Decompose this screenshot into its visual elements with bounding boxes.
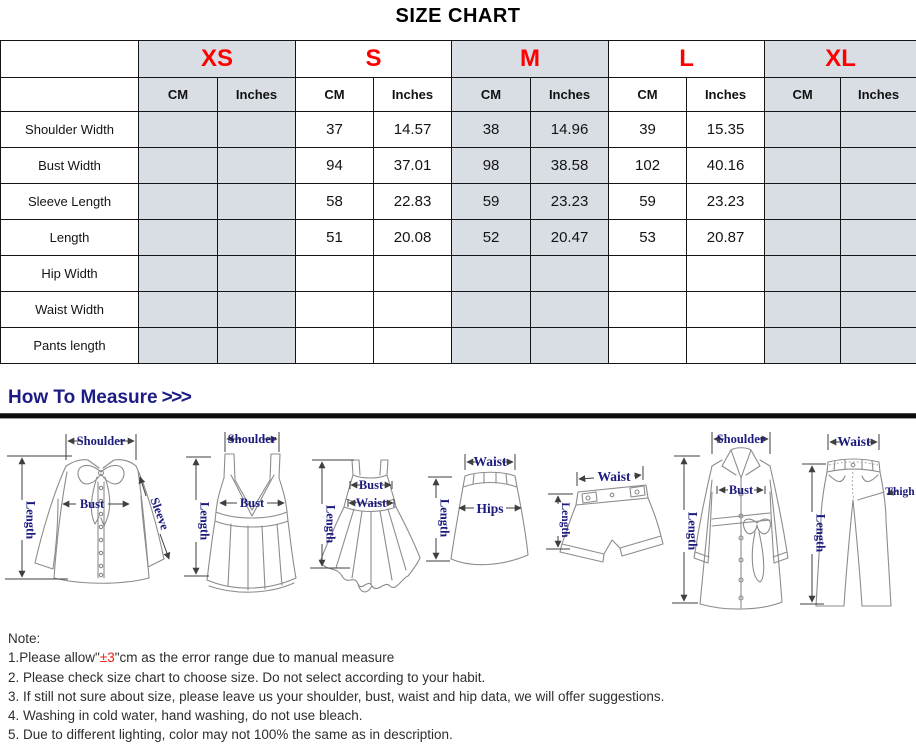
value-cell [841,256,916,292]
value-cell [139,328,218,364]
chevrons-right-icon: >>> [161,387,191,408]
value-cell [841,148,916,184]
row-label: Pants length [1,328,139,364]
row-label: Sleeve Length [1,184,139,220]
value-cell: 94 [296,148,374,184]
vest-length-label: Length [197,501,212,541]
value-cell [609,256,687,292]
size-header-m: M [452,41,609,78]
value-cell: 40.16 [687,148,765,184]
shorts-length-label: Length [559,502,571,538]
value-cell [452,256,531,292]
coat-length-label: Length [685,511,700,551]
value-cell [139,148,218,184]
unit-header-row [1,78,916,112]
value-cell [765,256,841,292]
dress-diagram [310,460,420,592]
size-table [0,40,916,364]
value-cell [218,220,296,256]
coat-shoulder-label: Shoulder [716,432,766,446]
value-cell [218,112,296,148]
unit-inches: Inches [218,78,296,112]
note-1-suffix: "cm as the error range due to manual measure [114,650,395,666]
note-line-5: 5. Due to different lighting, color may not 100% the same as in description. [8,727,453,743]
table-row [1,256,916,292]
value-cell: 20.47 [531,220,609,256]
unit-inches: Inches [531,78,609,112]
value-cell [139,220,218,256]
value-cell: 14.57 [374,112,452,148]
value-cell: 52 [452,220,531,256]
value-cell [139,256,218,292]
value-cell [218,184,296,220]
size-header-s: S [296,41,452,78]
blouse-sleeve-label: Sleeve [147,495,173,532]
value-cell: 38.58 [531,148,609,184]
value-cell [841,220,916,256]
pants-waist-label: Waist [837,434,871,449]
value-cell: 59 [452,184,531,220]
value-cell: 53 [609,220,687,256]
corner-cell [1,78,139,112]
dress-length-label: Length [323,504,338,544]
vest-diagram [184,432,296,592]
unit-inches: Inches [374,78,452,112]
row-label: Bust Width [1,148,139,184]
value-cell [687,292,765,328]
value-cell [218,292,296,328]
value-cell [765,148,841,184]
how-to-measure-heading [8,387,190,409]
value-cell [374,292,452,328]
value-cell [296,256,374,292]
pants-length-label: Length [813,513,828,553]
corner-cell [1,41,139,78]
note-1-tolerance: ±3 [99,650,115,666]
skirt-diagram [426,454,528,565]
value-cell [218,148,296,184]
divider-line [0,413,916,419]
value-cell [139,112,218,148]
row-label: Shoulder Width [1,112,139,148]
value-cell [841,112,916,148]
measurement-diagrams [0,420,916,628]
value-cell: 22.83 [374,184,452,220]
unit-cm: CM [296,78,374,112]
value-cell: 58 [296,184,374,220]
notes-section [8,629,908,745]
unit-cm: CM [609,78,687,112]
note-1-prefix: 1.Please allow" [8,650,100,666]
coat-diagram [672,432,788,609]
value-cell [841,328,916,364]
note-line-3: 3. If still not sure about size, please leave us your shoulder, bust, waist and hip data, we will offer suggestions. [8,688,665,704]
skirt-length-label: Length [437,498,452,538]
unit-inches: Inches [687,78,765,112]
value-cell: 98 [452,148,531,184]
vest-bust-label: Bust [239,496,265,510]
value-cell [531,292,609,328]
blouse-shoulder-label: Shoulder [76,434,126,448]
coat-bust-label: Bust [728,483,754,497]
table-row [1,184,916,220]
value-cell [765,328,841,364]
skirt-waist-label: Waist [473,454,507,469]
blouse-outline [35,460,164,584]
note-line-2: 2. Please check size chart to choose size. Do not select according to your habit. [8,669,486,685]
value-cell [531,328,609,364]
dress-bust-label: Bust [358,478,384,492]
coat-outline [694,448,788,609]
value-cell: 37 [296,112,374,148]
value-cell [841,184,916,220]
value-cell [218,256,296,292]
unit-inches: Inches [841,78,916,112]
size-header-row [1,41,916,78]
value-cell [452,292,531,328]
blouse-length-label: Length [23,500,38,540]
value-cell [374,328,452,364]
shorts-outline [560,485,663,562]
pants-diagram [800,434,915,606]
value-cell: 59 [609,184,687,220]
vest-shoulder-label: Shoulder [227,432,277,446]
value-cell [765,184,841,220]
unit-cm: CM [139,78,218,112]
table-row [1,148,916,184]
row-label: Waist Width [1,292,139,328]
table-row [1,328,916,364]
value-cell [765,292,841,328]
row-label: Length [1,220,139,256]
note-line-4: 4. Washing in cold water, hand washing, do not use bleach. [8,708,363,724]
shorts-diagram [546,466,663,562]
value-cell [841,292,916,328]
value-cell [139,184,218,220]
skirt-outline [451,472,528,564]
value-cell: 23.23 [531,184,609,220]
value-cell [765,220,841,256]
unit-cm: CM [765,78,841,112]
table-row [1,112,916,148]
value-cell: 39 [609,112,687,148]
note-line-1 [8,648,908,667]
value-cell: 38 [452,112,531,148]
size-header-xs: XS [139,41,296,78]
value-cell [609,328,687,364]
value-cell: 14.96 [531,112,609,148]
value-cell [296,328,374,364]
skirt-hips-label: Hips [476,501,504,516]
notes-heading: Note: [8,631,41,646]
pants-thigh-label: Thigh [885,486,915,498]
size-table-body [1,112,916,364]
value-cell: 15.35 [687,112,765,148]
blouse-diagram [5,434,172,583]
value-cell: 20.08 [374,220,452,256]
value-cell [296,292,374,328]
value-cell [218,328,296,364]
value-cell: 20.87 [687,220,765,256]
value-cell [609,292,687,328]
shorts-waist-label: Waist [597,469,631,484]
value-cell: 23.23 [687,184,765,220]
value-cell: 51 [296,220,374,256]
blouse-bust-label: Bust [79,497,105,511]
size-header-xl: XL [765,41,916,78]
how-to-measure-label: How To Measure [8,387,158,408]
value-cell [374,256,452,292]
value-cell [531,256,609,292]
table-row [1,292,916,328]
value-cell: 37.01 [374,148,452,184]
vest-outline [207,454,296,592]
size-header-l: L [609,41,765,78]
dress-waist-label: Waist [355,496,387,510]
unit-cm: CM [452,78,531,112]
row-label: Hip Width [1,256,139,292]
page-title: SIZE CHART [395,5,521,27]
value-cell [765,112,841,148]
value-cell [139,292,218,328]
table-row [1,220,916,256]
value-cell [687,256,765,292]
value-cell: 102 [609,148,687,184]
value-cell [687,328,765,364]
value-cell [452,328,531,364]
